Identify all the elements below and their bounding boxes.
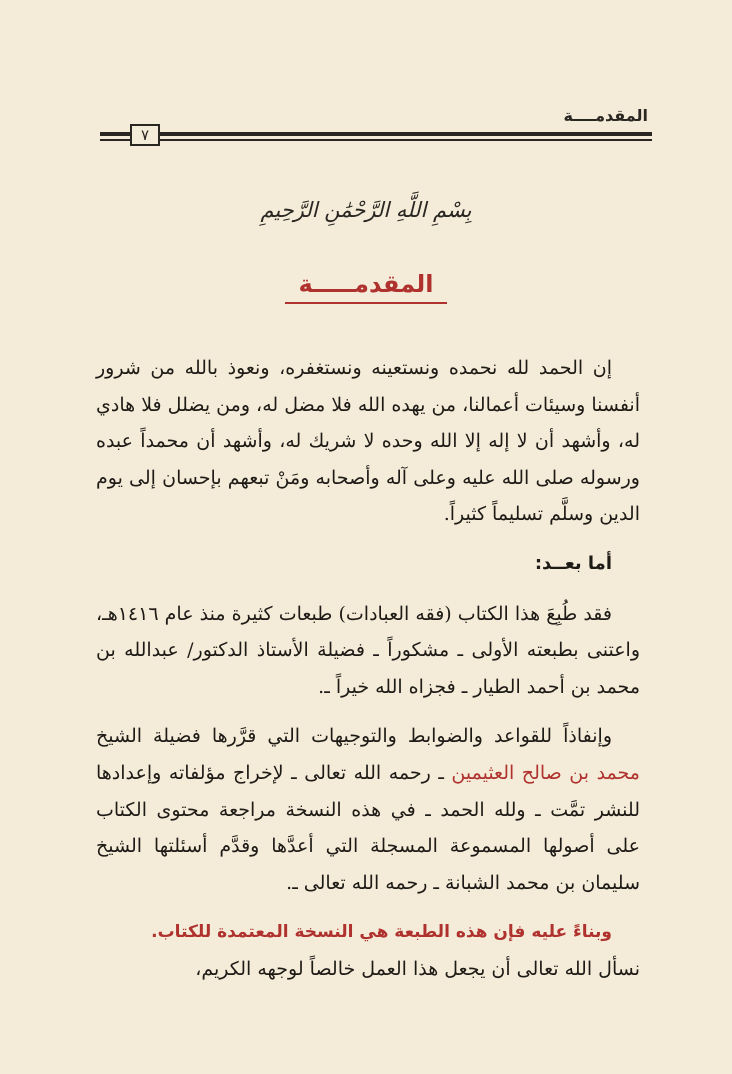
review-text-before: وإنفاذاً للقواعد والضوابط والتوجيهات التي قرَّرها فضيلة الشيخ bbox=[96, 725, 612, 748]
section-heading-text: المقدمـــــة bbox=[285, 270, 448, 304]
rule-thick-line bbox=[100, 132, 652, 136]
section-heading bbox=[0, 270, 732, 304]
paragraph-amma-baad: أما بعــد: bbox=[534, 552, 612, 574]
paragraph-printing-history: فقد طُبِعَ هذا الكتاب (فقه العبادات) طبعات كثيرة منذ عام ١٤١٦هـ، واعتنى بطبعته الأولى ـ مشكوراً ـ فضيلة الأستاذ الدكتور/ عبدالله بن محمد بن أحمد الطيار ـ فجزاه الله خيراً ـ. bbox=[96, 602, 640, 698]
header-rule bbox=[100, 128, 652, 144]
paragraph-closing: نسأل الله تعالى أن يجعل هذا العمل خالصاً لوجهه الكريم، bbox=[195, 957, 640, 980]
page-number: ٧ bbox=[130, 124, 160, 146]
body-text bbox=[96, 350, 640, 988]
paragraph-opening: إن الحمد لله نحمده ونستعينه ونستغفره، ونعوذ بالله من شرور أنفسنا وسيئات أعمالنا، من يهده الله فلا مضل له، ومن يضلل فلا هادي له، وأشهد أن لا إله إلا الله وحده لا شريك له، وأشهد أن محمداً عبده ورسوله صلى الله عليه وعلى آله وأصحابه ومَنْ تبعهم بإحسان إلى يوم الدين وسلَّم تسليماً كثيراً. bbox=[96, 357, 640, 526]
basmala: بِسْمِ اللَّهِ الرَّحْمَٰنِ الرَّحِيمِ bbox=[260, 198, 472, 222]
review-text-after: ـ رحمه الله تعالى ـ لإخراج مؤلفاته وإعدادها للنشر تمَّت ـ ولله الحمد ـ في هذه النسخة مراجعة محتوى الكتاب على أصولها المسموعة المسجلة التي أعدَّها وقدَّم أسئلتها الشيخ سليمان بن محمد الشبانة ـ رحمه الله تعالى ـ. bbox=[96, 761, 640, 894]
paragraph-review bbox=[96, 718, 640, 901]
approved-edition-note: وبناءً عليه فإن هذه الطبعة هي النسخة المعتمدة للكتاب. bbox=[151, 922, 612, 943]
rule-thin-line bbox=[100, 139, 652, 141]
running-title: المقدمــــة bbox=[563, 106, 648, 125]
sheikh-name: محمد بن صالح العثيمين bbox=[451, 761, 640, 784]
